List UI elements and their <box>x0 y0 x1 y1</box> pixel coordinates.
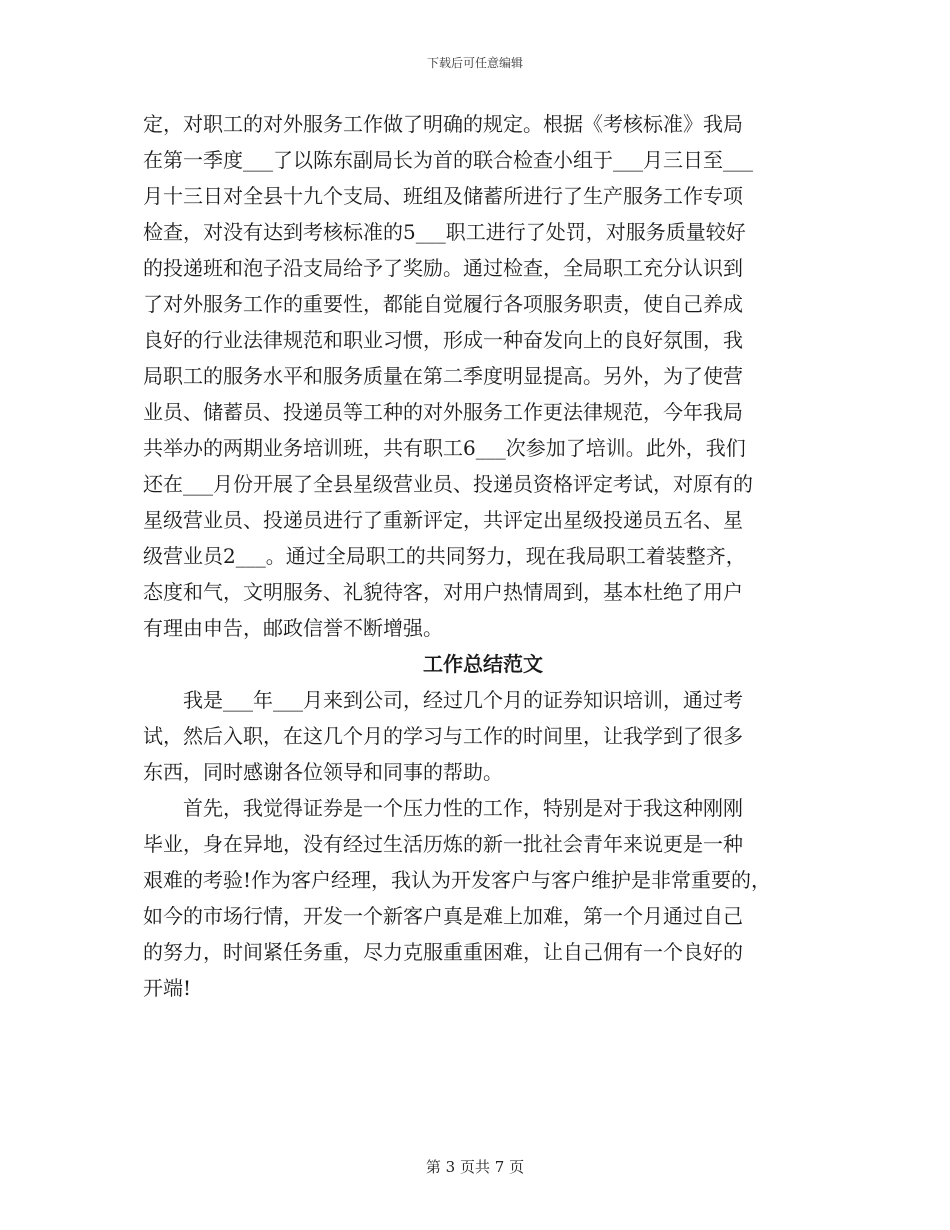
text-line: 还在___月份开展了全县星级营业员、投递员资格评定考试，对原有的 <box>143 472 753 496</box>
text-line: 东西，同时感谢各位领导和同事的帮助。 <box>143 760 503 784</box>
text-line: 的投递班和泡子沿支局给予了奖励。通过检查，全局职工充分认识到 <box>143 256 743 280</box>
page-header: 下载后可任意编辑 <box>426 56 523 70</box>
section-continued-paragraph <box>143 106 823 646</box>
page-footer: 第 3 页共 7 页 <box>425 1158 525 1176</box>
text-line: 了对外服务工作的重要性，都能自觉履行各项服务职责，使自己养成 <box>143 292 743 316</box>
text-line: 定，对职工的对外服务工作做了明确的规定。根据《考核标准》我局 <box>143 112 743 136</box>
text-line: 试，然后入职，在这几个月的学习与工作的时间里，让我学到了很多 <box>143 724 743 748</box>
text-line: 在第一季度___了以陈东副局长为首的联合检查小组于___月三日至___ <box>143 148 753 172</box>
text-line: 首先，我觉得证券是一个压力性的工作，特别是对于我这种刚刚 <box>183 796 743 820</box>
text-line: 如今的市场行情，开发一个新客户真是难上加难，第一个月通过自己 <box>143 904 743 928</box>
text-line: 局职工的服务水平和服务质量在第二季度明显提高。另外，为了使营 <box>143 364 743 388</box>
text-line: 开端! <box>143 976 192 1000</box>
text-line: 艰难的考验!作为客户经理，我认为开发客户与客户维护是非常重要的， <box>143 868 772 892</box>
text-line: 级营业员2___。通过全局职工的共同努力，现在我局职工着装整齐， <box>143 544 746 568</box>
text-line: 良好的行业法律规范和职业习惯，形成一种奋发向上的良好氛围，我 <box>143 328 743 352</box>
text-line: 我是___年___月来到公司，经过几个月的证券知识培训，通过考 <box>183 688 743 712</box>
text-line: 业员、储蓄员、投递员等工种的对外服务工作更法律规范，今年我局 <box>143 400 743 424</box>
text-line: 共举办的两期业务培训班，共有职工6___次参加了培训。此外，我们 <box>143 436 746 460</box>
paragraph-intro <box>143 682 823 790</box>
text-line: 态度和气，文明服务、礼貌待客，对用户热情周到，基本杜绝了用户 <box>143 580 743 604</box>
document-body <box>143 106 823 1006</box>
text-line: 的努力，时间紧任务重，尽力克服重重困难，让自己佣有一个良好的 <box>143 940 743 964</box>
section-title: 工作总结范文 <box>423 652 543 676</box>
text-line: 星级营业员、投递员进行了重新评定，共评定出星级投递员五名、星 <box>143 508 743 532</box>
paragraph-first <box>143 790 823 1006</box>
text-line: 毕业，身在异地，没有经过生活历炼的新一批社会青年来说更是一种 <box>143 832 743 856</box>
text-line: 检查，对没有达到考核标准的5___职工进行了处罚，对服务质量较好 <box>143 220 746 244</box>
text-line: 月十三日对全县十九个支局、班组及储蓄所进行了生产服务工作专项 <box>143 184 743 208</box>
text-line: 有理由申告，邮政信誉不断增强。 <box>143 616 443 640</box>
